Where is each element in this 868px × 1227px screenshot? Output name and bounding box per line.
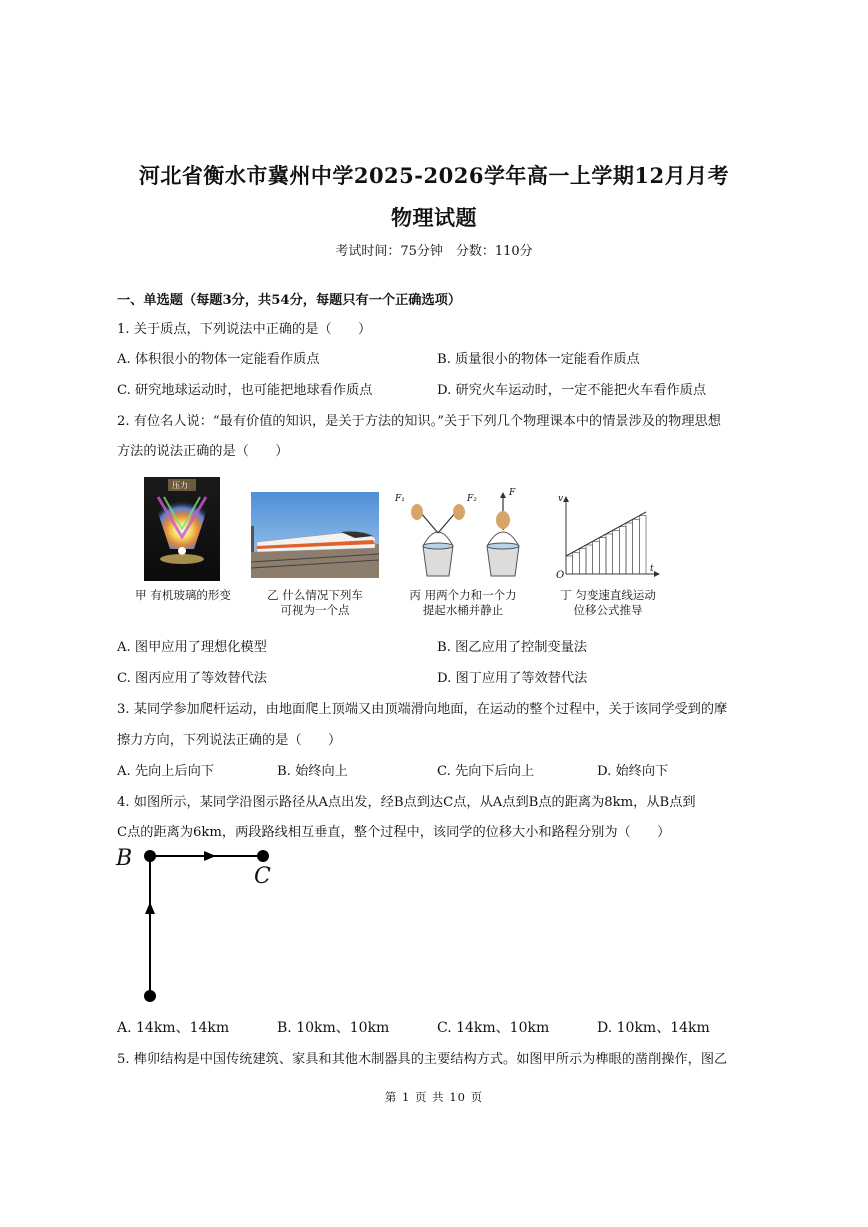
figure-yi-caption-line1: 乙 什么情况下列车 <box>267 588 363 602</box>
point-c-label: C <box>254 864 271 889</box>
figure-bing-caption-line1: 丙 用两个力和一个力 <box>409 588 517 602</box>
figure-yi-caption-line2: 可视为一个点 <box>280 603 350 617</box>
q4-stem-line1: 4. 如图所示，某同学沿图示路径从A点出发，经B点到达C点，从A点到B点的距离为8km，从B点到 <box>117 795 696 810</box>
force-f-label: F <box>509 488 516 498</box>
q1-stem: 1. 关于质点，下列说法中正确的是（ ） <box>117 322 372 337</box>
q4-stem-line2: C点的距离为6km，两段路线相互垂直，整个过程中，该同学的位移大小和路程分别为（ ） <box>117 825 671 840</box>
figure-ding-caption <box>548 588 668 618</box>
q3-option-a: A. 先向上后向下 <box>117 764 215 779</box>
figure-bing-caption-line2: 提起水桶并静止 <box>422 603 504 617</box>
vt-step-bar <box>579 549 586 574</box>
axis-v-label: v <box>558 494 564 504</box>
q1-option-c: C. 研究地球运动时，也可能把地球看作质点 <box>117 383 373 398</box>
figure-ding-graph <box>552 494 662 580</box>
force-f1-label: F₁ <box>395 494 405 504</box>
axis-t-label: t <box>650 564 654 574</box>
figure-bing-diagram <box>393 488 533 584</box>
q3-stem-line1: 3. 某同学参加爬杆运动，由地面爬上顶端又由顶端滑向地面，在运动的整个过程中，关于该同学受到的摩 <box>117 702 728 717</box>
page-title-line1: 河北省衡水市冀州中学2025-2026学年高一上学期12月月考 <box>138 163 730 188</box>
figure-ding-caption-line2: 位移公式推导 <box>573 603 643 617</box>
force-f2-label: F₂ <box>467 494 477 504</box>
q2-stem-line1: 2. 有位名人说：“最有价值的知识，是关于方法的知识。”关于下列几个物理课本中的情景涉及的物理思想 <box>117 414 721 429</box>
figure-yi-photo <box>251 492 379 578</box>
q2-option-d: D. 图丁应用了等效替代法 <box>437 671 588 686</box>
q3-option-d: D. 始终向下 <box>597 764 669 779</box>
vt-step-bar <box>606 534 613 574</box>
figure-jia-caption: 甲 有机玻璃的形变 <box>135 588 231 602</box>
exam-info: 考试时间：75分钟 分数：110分 <box>335 244 533 259</box>
figure-bing-caption <box>393 588 533 618</box>
q2-stem-line2: 方法的说法正确的是（ ） <box>117 444 289 459</box>
q4-option-a: A. 14km、14km <box>117 1020 230 1036</box>
q4-option-c: C. 14km、10km <box>437 1020 550 1036</box>
q3-stem-line2: 擦力方向，下列说法正确的是（ ） <box>117 733 342 748</box>
figure-yi-caption <box>251 588 379 618</box>
q4-option-b: B. 10km、10km <box>277 1020 390 1036</box>
vt-step-bar <box>626 523 633 574</box>
vt-step-bar <box>619 527 626 574</box>
figure-jia-inner-label: 压力 <box>172 481 188 490</box>
page-number: 第 1 页 共 10 页 <box>384 1090 484 1104</box>
q4-option-d: D. 10km、14km <box>597 1020 710 1036</box>
section-heading: 一、单选题（每题3分，共54分，每题只有一个正确选项） <box>117 293 462 308</box>
point-b-label: B <box>116 846 133 871</box>
figure-ding-caption-line1: 丁 匀变速直线运动 <box>560 588 656 602</box>
vt-step-bar <box>573 552 580 574</box>
q2-option-a: A. 图甲应用了理想化模型 <box>117 640 267 655</box>
origin-label: O <box>556 570 565 581</box>
q1-option-d: D. 研究火车运动时，一定不能把火车看作质点 <box>437 383 707 398</box>
vt-step-bar <box>566 556 573 574</box>
figure-jia-photo <box>144 477 220 581</box>
vt-step-bar <box>586 545 593 574</box>
vt-step-bar <box>613 530 620 574</box>
vt-step-bar <box>633 519 640 574</box>
path-diagram <box>110 840 290 1010</box>
q2-option-c: C. 图丙应用了等效替代法 <box>117 671 267 686</box>
q3-option-b: B. 始终向上 <box>277 764 348 779</box>
q3-option-c: C. 先向下后向上 <box>437 764 535 779</box>
q1-option-a: A. 体积很小的物体一定能看作质点 <box>117 352 320 367</box>
vt-step-bar <box>599 538 606 574</box>
q2-option-b: B. 图乙应用了控制变量法 <box>437 640 587 655</box>
vt-step-bar <box>639 516 646 574</box>
vt-step-bar <box>593 541 600 574</box>
page-title-line2: 物理试题 <box>391 205 477 230</box>
q1-option-b: B. 质量很小的物体一定能看作质点 <box>437 352 640 367</box>
q5-stem-line1: 5. 榫卯结构是中国传统建筑、家具和其他木制器具的主要结构方式。如图甲所示为榫眼的凿削操作，图乙 <box>117 1052 728 1067</box>
